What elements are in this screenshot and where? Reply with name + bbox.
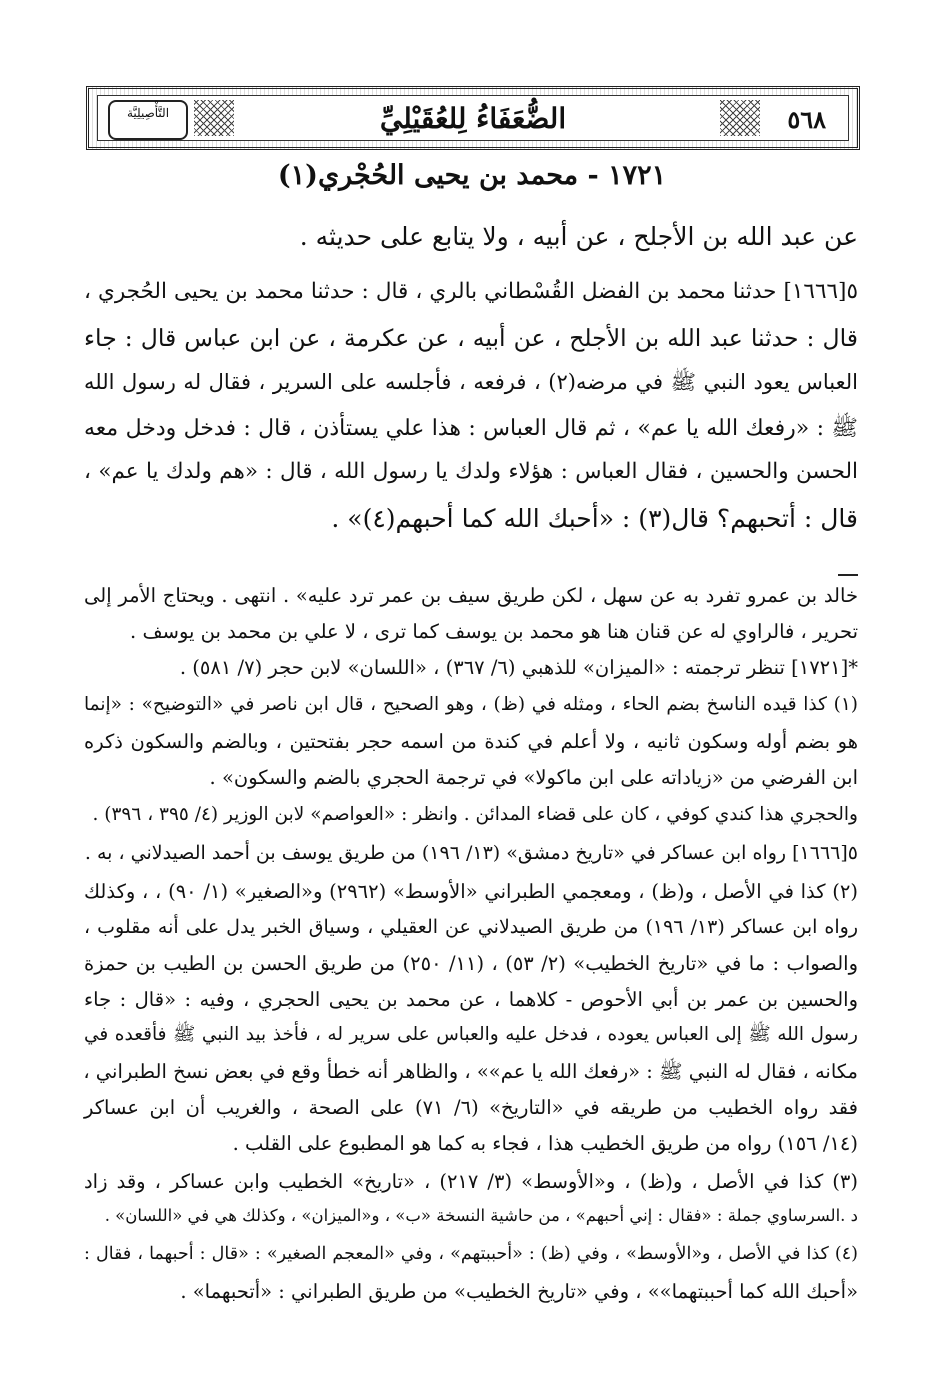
hadith-line: ﷺ : «رفعك الله يا عم» ، ثم قال العباس : هذا علي يستأذن ، قال : فدخل ودخل معه xyxy=(84,416,858,441)
footnote-line: هو بضم أوله وسكون ثانيه ، ولا أعلم في كندة من اسمه حجر بفتحتين ، وبالضم والسكون ذكره xyxy=(84,730,858,753)
footnote-line: (٤) كذا في الأصل ، و«الأوسط» ، وفي (ظ) : «أحببتهم» ، وفي «المعجم الصغير» : «قال : أحبهما ، فقال : xyxy=(84,1244,858,1264)
footnote-line: مكانه ، فقال له النبي ﷺ : «رفعك الله يا عم»» ، والظاهر أنه خطأ وقع في بعض نسخ الطبراني ، xyxy=(83,1060,858,1083)
footnote-line: رواه ابن عساكر (١٣/ ١٩٦) من طريق الصيدلاني عن العقيلي ، وسياق الخبر يدل على أنه مقلوب ، xyxy=(84,916,859,938)
footnote-line: (٣) كذا في الأصل ، و(ظ) ، و«الأوسط» (٣/ ٢١٧) ، «تاريخ» الخطيب وابن عساكر ، وقد زاد xyxy=(84,1170,858,1193)
running-title: الضُّعَفَاءُ لِلعُقَيْلِيِّ xyxy=(362,98,584,140)
footnote-line: رسول الله ﷺ إلى العباس يعوده ، فدخل عليه والعباس على سرير له ، فأخذ بيد النبي ﷺ فأقعده في xyxy=(84,1024,858,1045)
entry-description: عن عبد الله بن الأجلح ، عن أبيه ، ولا يتابع على حديثه . xyxy=(299,222,858,251)
hadith-line: العباس يعود النبي ﷺ في مرضه(٢) ، فرفعه ، فأجلسه على السرير ، فقال له رسول الله xyxy=(84,370,858,394)
footnote-line: «أحبك الله كما أحببتهما»» ، وفي «تاريخ الخطيب» من طريق الطبراني : «أتحبهما» . xyxy=(180,1280,858,1303)
footnote-line: خالد بن عمرو تفرد به عن سهل ، لكن طريق سيف بن عمر ترد عليه» . انتهى . ويحتاج الأمر إلى xyxy=(84,584,858,607)
footnote-line: والحسين بن عمر بن أبي الأحوص - كلاهما ، عن محمد بن يحيى الحجري ، وفيه : «قال : جاء xyxy=(84,988,858,1011)
hadith-line: ٥[١٦٦٦] حدثنا محمد بن الفضل القُسْطاني بالري ، قال : حدثنا محمد بن يحيى الحُجري ، xyxy=(84,279,858,304)
publisher-logo xyxy=(108,100,188,140)
footnote-line: (١) كذا قيده الناسخ بضم الحاء ، ومثله في (ظ) ، وهو الصحيح ، قال ابن ناصر في «التوضيح» : «إنما xyxy=(84,694,858,715)
page-number: ٥٦٨ xyxy=(781,100,832,140)
footnote-line: والحجري هذا كندي كوفي ، كان على قضاء المدائن . وانظر : «العواصم» لابن الوزير (٤/ ٣٩٥ ، ٣٩٦) . xyxy=(92,804,858,825)
footnote-line: *[١٧٢١] تنظر ترجمته : «الميزان» للذهبي (٦/ ٣٦٧) ، «اللسان» لابن حجر (٧/ ٥٨١) . xyxy=(179,656,858,679)
footnote-line: فقد رواه الخطيب من طريقه في «التاريخ» (٦/ ٧١) على الصحة ، والغريب أن ابن عساكر xyxy=(84,1096,858,1119)
hadith-line: قال : أتحبهم؟ قال(٣) : «أحبك الله كما أحبهم(٤)» . xyxy=(331,504,858,533)
hadith-line: الحسن والحسين ، فقال العباس : هؤلاء ولدك يا رسول الله ، قال : «هم ولدك يا عم» ، xyxy=(84,459,858,484)
footnote-line: (١٤/ ١٥٦) رواه من طريق الخطيب هذا ، فجاء به كما هو المطبوع على القلب . xyxy=(232,1132,858,1155)
running-header xyxy=(86,86,860,150)
footnote-line: د .السرساوي جملة : «فقال : إني أحبهم» ، من حاشية النسخة «ب» ، و«الميزان» ، وكذلك هي في «اللسان» . xyxy=(104,1206,858,1225)
footnote-line: ٥[١٦٦٦] رواه ابن عساكر في «تاريخ دمشق» (١٣/ ١٩٦) من طريق يوسف بن أحمد الصيدلاني ، به . xyxy=(84,842,858,864)
header-ornament-right xyxy=(720,100,760,136)
footnote-line: (٢) كذا في الأصل ، و(ظ) ، ومعجمي الطبراني «الأوسط» (٢٩٦٢) و«الصغير» (١/ ٩٠) ، ، وكذلك xyxy=(84,880,859,903)
hadith-line: قال : حدثنا عبد الله بن الأجلح ، عن أبيه ، عن عكرمة ، عن ابن عباس قال : جاء xyxy=(84,324,858,352)
header-ornament-border xyxy=(97,95,849,141)
footnote-line: تحرير ، فالراوي له عن قنان هنا هو محمد بن يوسف كما ترى ، لا علي بن محمد بن يوسف . xyxy=(130,620,858,643)
footnote-separator xyxy=(838,574,858,576)
footnote-line: والصواب : ما في «تاريخ الخطيب» (٢/ ٥٣) ، (١١/ ٢٥٠) من طريق الحسن بن الطيب بن حمزة xyxy=(84,952,858,975)
publisher-logo-text: التَّأْصِيلِيَّة xyxy=(126,106,170,120)
header-ornament-left xyxy=(194,100,234,136)
entry-title: ١٧٢١ - محمد بن يحيى الحُجْري(١) xyxy=(277,160,667,191)
footnote-line: ابن الفرضي من «زياداته على ابن ماكولا» في ترجمة الحجري بالضم والسكون» . xyxy=(209,766,858,789)
